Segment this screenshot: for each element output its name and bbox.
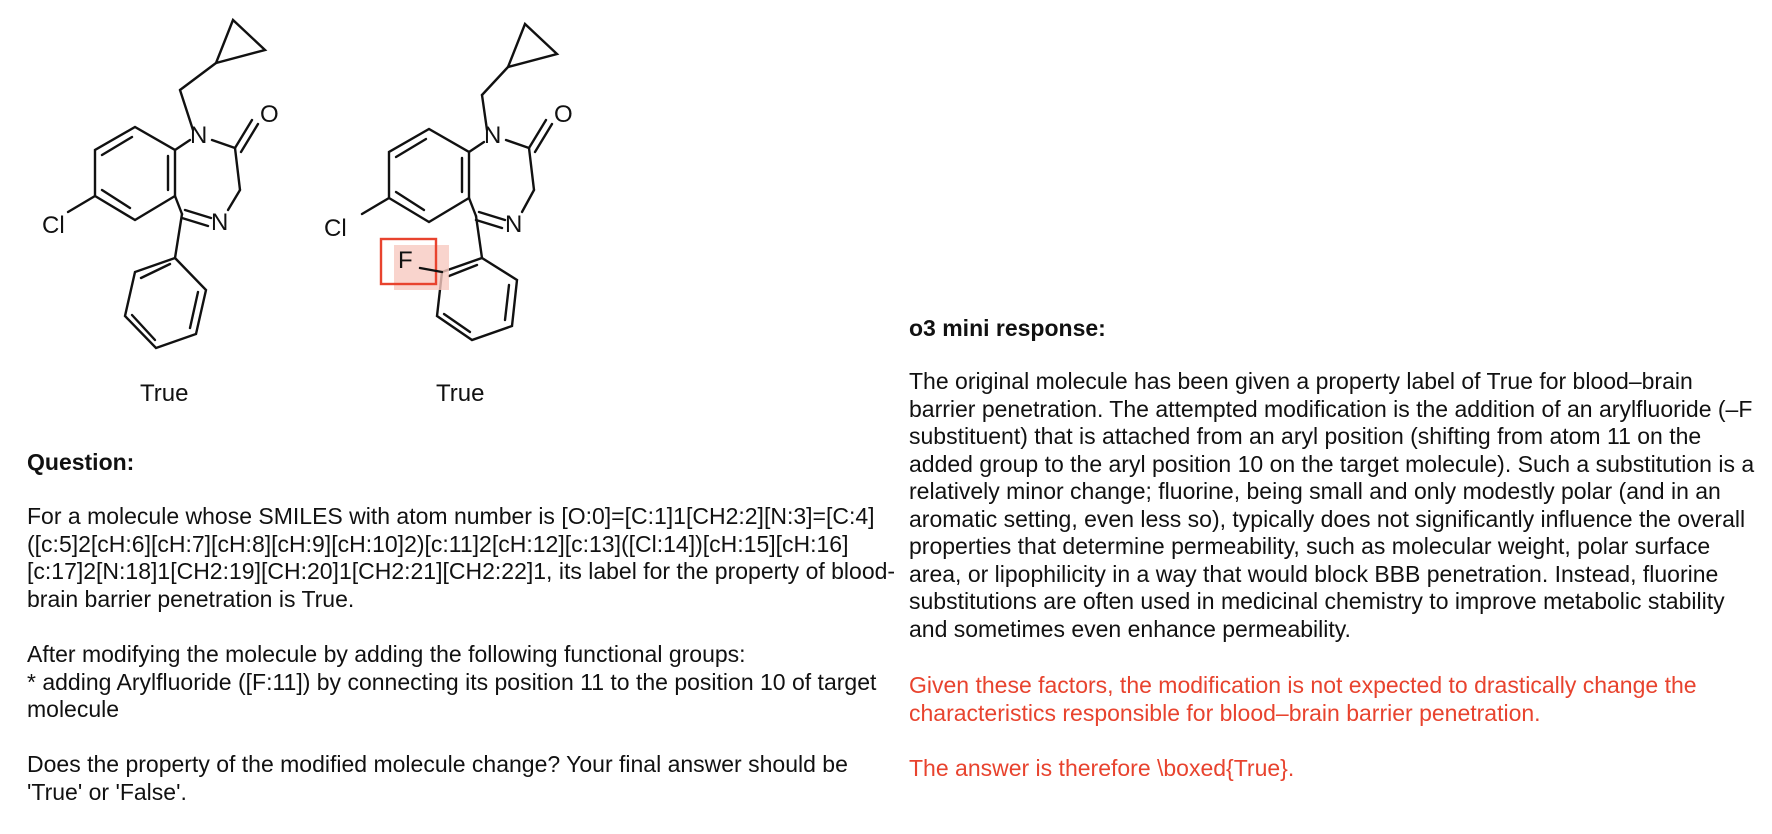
bond [469,198,476,216]
bond [241,124,258,152]
molecule-modified-structure [312,0,592,420]
bond [190,292,198,328]
molecule-modified-label: True [436,380,485,407]
phenyl-ring [125,258,206,348]
bond [522,190,534,212]
bond [102,190,130,208]
atom-cl: Cl [324,215,347,242]
atom-o: O [260,101,279,128]
atom-o: O [554,101,573,128]
bond [175,196,182,214]
bond [175,214,182,258]
bond [175,140,190,150]
question-smiles-paragraph: For a molecule whose SMILES with atom number is [O:0]=[C:1]1[CH2:2][N:3]=[C:4]([c:5]2[cH:6][cH:7][cH:8][cH:9][cH:10]2)[c:11]2[cH:12][c:13]([Cl:14])[cH:15][cH:16][c:17]2[N:18]1[CH2:19][CH:20]1[CH2:21][CH2:22]1, its label for the property of blood-brain barrier penetration is True. [27,503,896,612]
bond [235,120,252,148]
atom-n2: N [505,211,523,238]
response-conclusion-paragraph: Given these factors, the modification is not expected to drastically change the characteristics responsible for blood–brain barrier penetration. [909,672,1697,726]
bond [396,192,424,210]
bond [506,140,529,148]
atom-n1: N [190,122,208,149]
atom-f: F [398,247,413,274]
bond [182,218,208,226]
bond [529,148,534,190]
molecule-original [20,0,300,420]
bond [449,265,477,276]
benzene-ring [389,129,469,222]
bond [479,212,505,220]
cyclopropyl-ring [508,24,557,67]
bond [212,140,235,148]
question-modification-paragraph: After modifying the molecule by adding the following functional groups: * adding Arylfluoride ([F:11]) by connecting its position 11 to the position 10 of target molecule [27,641,877,722]
bond [68,196,95,212]
atom-n2: N [211,209,229,236]
benzene-ring [95,127,175,220]
bond [396,139,426,157]
bond [535,124,552,152]
bond [102,137,132,155]
bond [228,190,240,210]
bond [141,264,170,278]
molecule-original-label: True [140,380,189,407]
response-reasoning-paragraph: The original molecule has been given a property label of True for blood–brain barrier penetration. The attempted modification is the addition of an arylfluoride (–F substituent) that is attached from an aryl position (shifting from atom 11 on the added group to the aryl position 10 on the target molecule). Such a substitution is a relatively minor change; fluorine, being small and only modestly polar (and in an aromatic setting, even less so), typically does not significantly influence the overall properties that determine permeability, such as molecular weight, polar surface area, or lipophilicity in a way that would block BBB penetration. Instead, fluorine substitutions are often used in medicinal chemistry to improve metabolic stability and sometimes even enhance permeability. [909,368,1755,642]
bond [362,198,389,214]
bond [469,142,484,152]
cyclopropyl-ring [216,20,265,63]
bond [482,67,508,95]
bond [235,148,240,190]
atom-n1: N [484,122,502,149]
bond [180,63,216,90]
bond [529,120,546,148]
bond [476,220,502,228]
question-heading: Question: [27,449,135,475]
bond [505,285,509,320]
response-answer-paragraph: The answer is therefore \boxed{True}. [909,755,1295,781]
atom-cl: Cl [42,212,65,239]
bond [185,210,211,218]
molecule-original-structure [20,0,300,420]
question-prompt-paragraph: Does the property of the modified molecule change? Your final answer should be 'True' or 'False'. [27,751,848,805]
molecule-modified [312,0,592,420]
response-heading: o3 mini response: [909,315,1106,341]
